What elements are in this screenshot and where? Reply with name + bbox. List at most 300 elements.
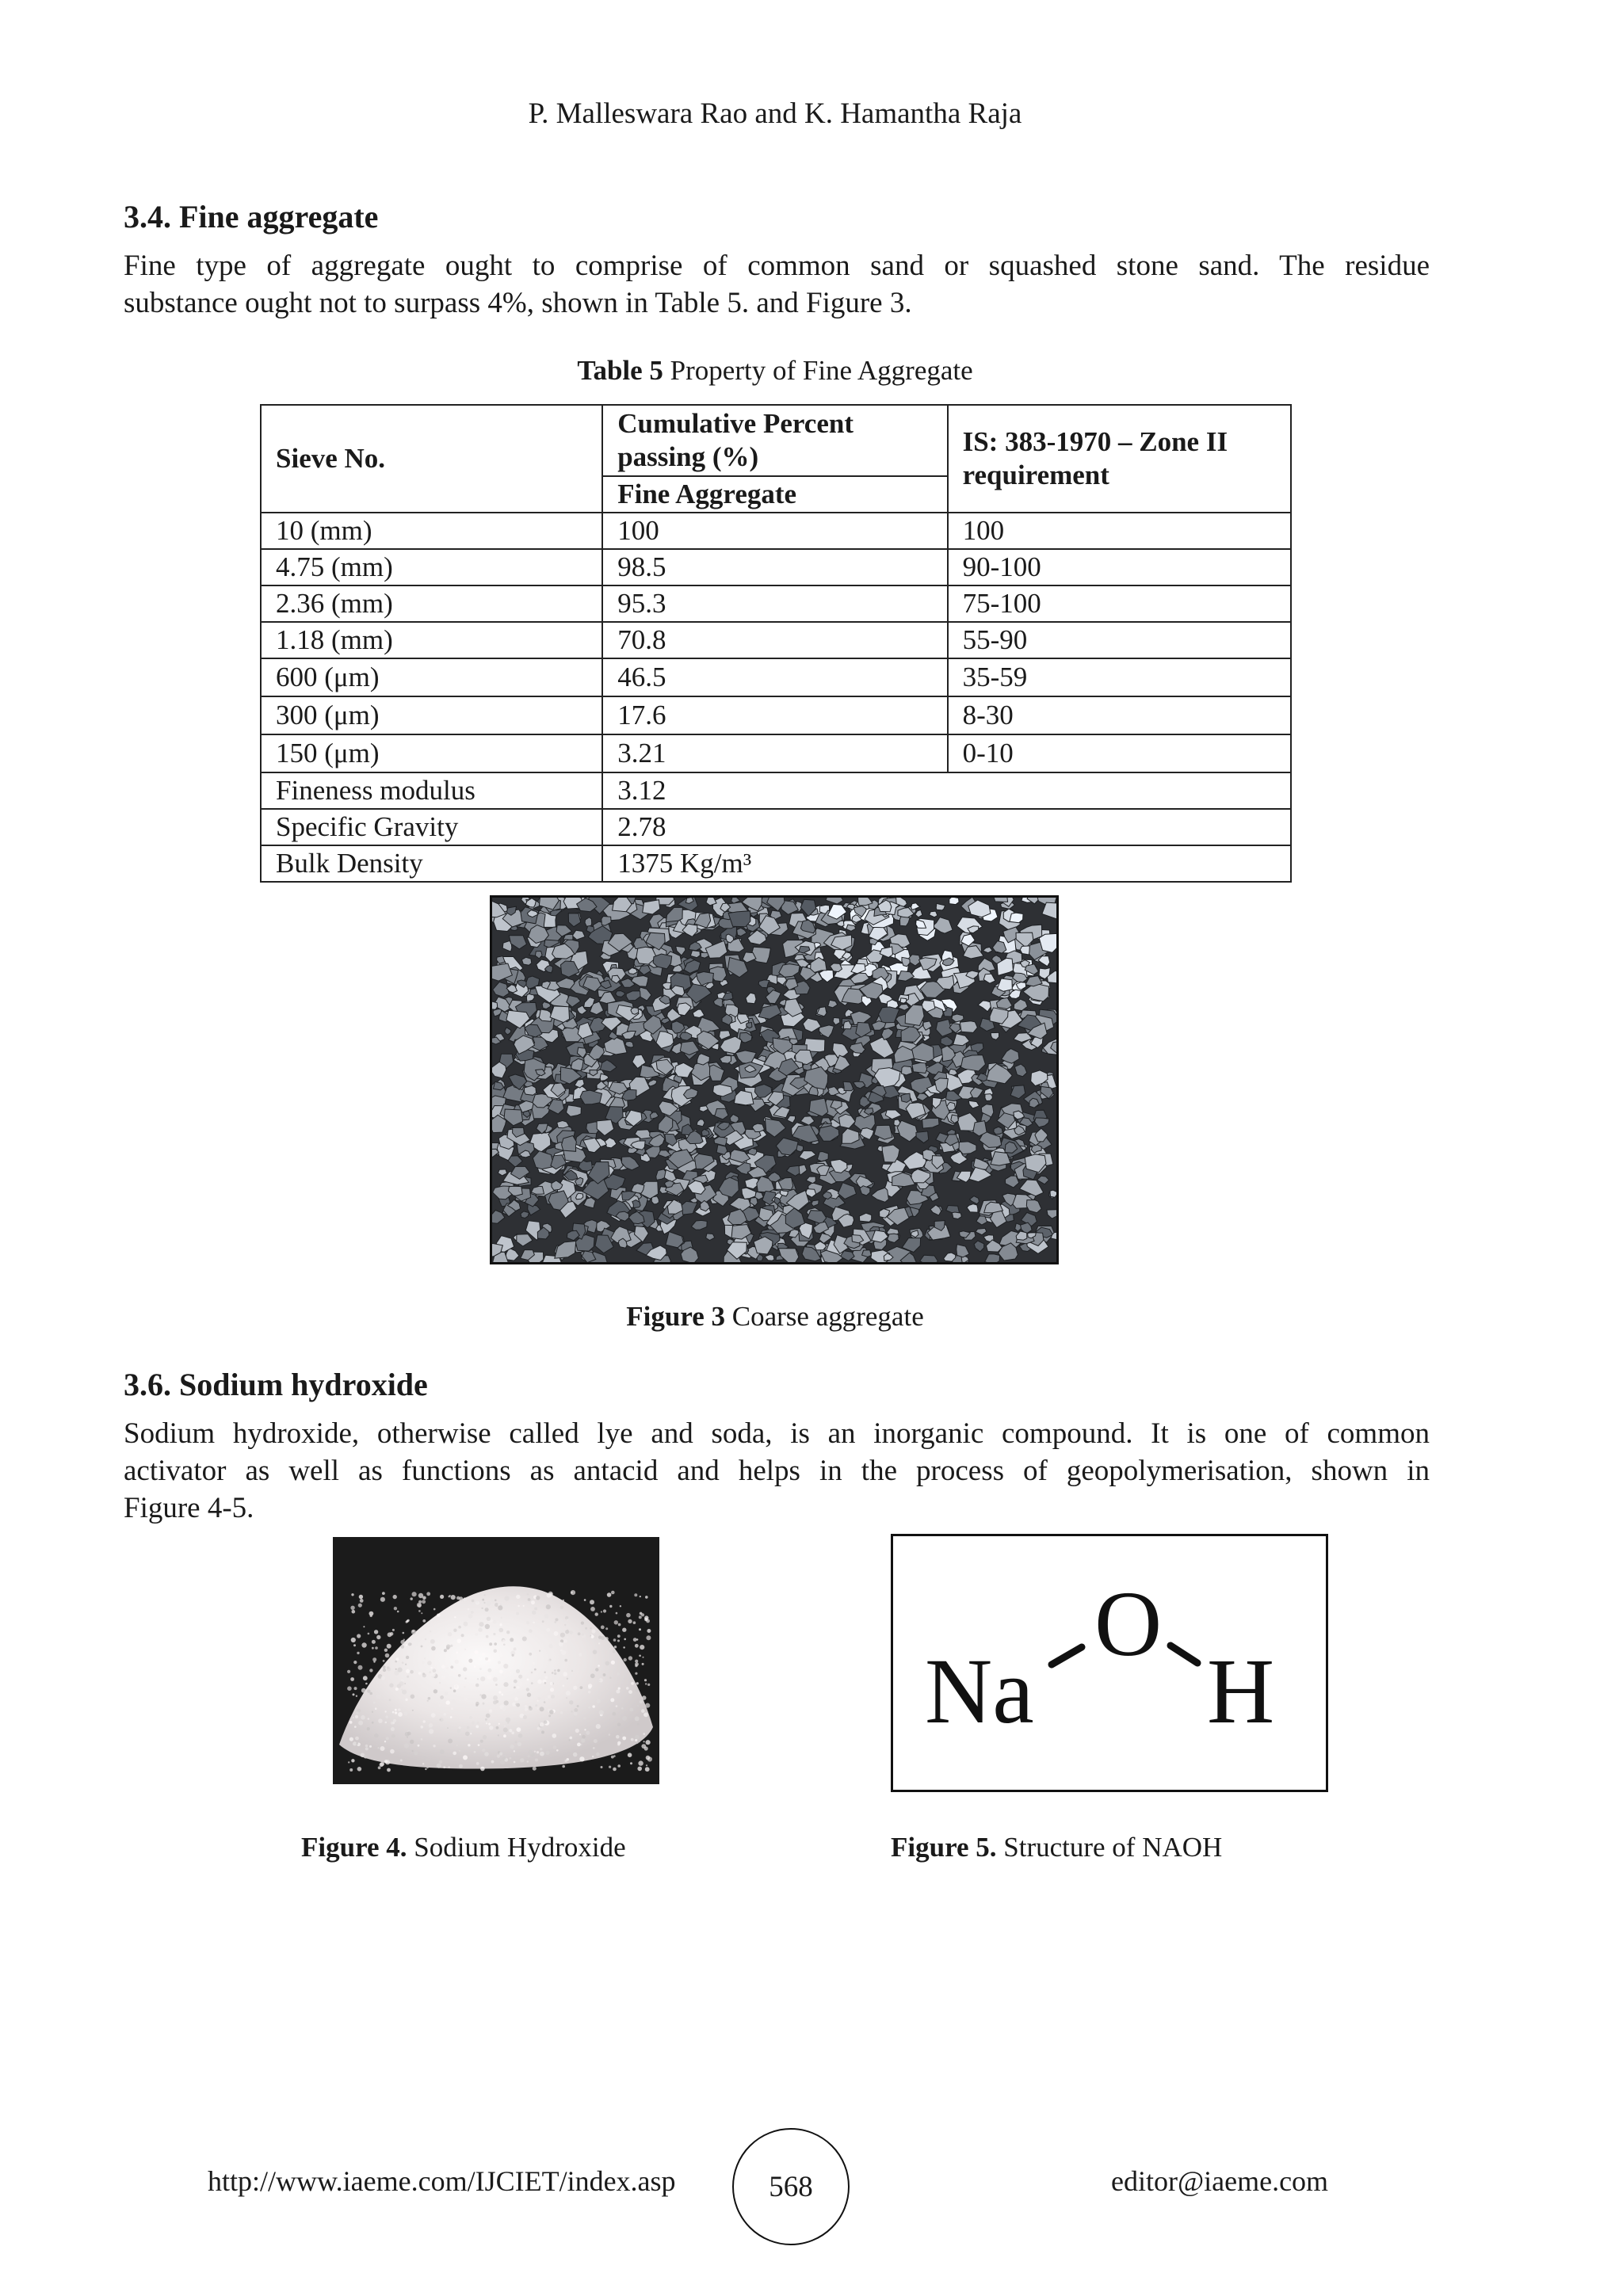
powder-grain: [487, 1617, 491, 1621]
powder-grain: [441, 1665, 445, 1669]
powder-grain: [446, 1700, 450, 1704]
powder-grain: [556, 1618, 559, 1621]
powder-grain: [433, 1689, 437, 1693]
powder-grain: [348, 1761, 349, 1763]
powder-grain: [431, 1672, 435, 1676]
powder-grain: [523, 1605, 525, 1607]
table-row: [261, 585, 1291, 622]
powder-grain: [622, 1628, 626, 1632]
powder-grain: [637, 1723, 640, 1726]
powder-grain: [636, 1682, 639, 1684]
powder-grain: [441, 1676, 445, 1680]
figure-3-label: Figure 3: [626, 1301, 726, 1332]
powder-grain: [424, 1657, 426, 1659]
powder-grain: [407, 1620, 409, 1623]
powder-grain: [391, 1760, 393, 1763]
powder-grain: [429, 1723, 433, 1727]
powder-grain: [433, 1745, 435, 1747]
powder-grain: [483, 1703, 485, 1705]
powder-grain: [544, 1614, 549, 1619]
powder-grain: [353, 1693, 355, 1695]
powder-grain: [582, 1735, 586, 1739]
powder-grain: [429, 1729, 433, 1733]
powder-grain: [393, 1719, 396, 1722]
powder-grain: [529, 1653, 532, 1656]
footer-email-link[interactable]: editor@iaeme.com: [1111, 2165, 1329, 2197]
powder-grain: [565, 1616, 568, 1619]
powder-grain: [522, 1637, 527, 1642]
powder-grain: [444, 1713, 447, 1716]
powder-grain: [585, 1627, 587, 1630]
powder-grain: [406, 1656, 409, 1659]
powder-grain: [514, 1687, 516, 1689]
powder-grain: [351, 1593, 353, 1596]
powder-grain: [385, 1722, 388, 1724]
powder-grain: [567, 1758, 569, 1760]
powder-grain: [395, 1669, 397, 1670]
powder-grain: [566, 1636, 568, 1638]
powder-grain: [636, 1688, 639, 1691]
powder-grain: [640, 1596, 641, 1597]
powder-grain: [532, 1611, 536, 1615]
powder-grain: [351, 1638, 356, 1642]
powder-grain: [624, 1638, 626, 1641]
powder-grain: [599, 1711, 604, 1715]
powder-grain: [501, 1617, 502, 1619]
powder-grain: [383, 1669, 386, 1672]
powder-grain: [427, 1661, 432, 1665]
powder-grain: [503, 1644, 506, 1646]
powder-grain: [536, 1596, 540, 1600]
powder-grain: [560, 1606, 564, 1610]
powder-grain: [635, 1644, 639, 1648]
powder-grain: [569, 1739, 571, 1741]
powder-grain: [414, 1751, 418, 1755]
powder-grain: [439, 1760, 442, 1764]
powder-grain: [349, 1737, 353, 1741]
powder-grain: [607, 1592, 612, 1597]
cell-passing: 3.21: [602, 734, 947, 772]
powder-grain: [433, 1669, 437, 1672]
powder-grain: [624, 1658, 627, 1661]
powder-grain: [560, 1711, 563, 1714]
powder-grain: [534, 1608, 537, 1611]
powder-grain: [536, 1646, 539, 1650]
powder-grain: [581, 1622, 584, 1625]
powder-grain: [357, 1767, 362, 1772]
powder-grain: [455, 1660, 459, 1664]
powder-grain: [386, 1737, 389, 1740]
paragraph-sodium-hydroxide: [124, 1415, 1430, 1527]
powder-grain: [381, 1676, 385, 1680]
powder-grain: [640, 1700, 643, 1703]
footer-journal-link[interactable]: http://www.iaeme.com/IJCIET/index.asp: [208, 2165, 676, 2197]
powder-grain: [613, 1638, 617, 1642]
powder-grain: [485, 1718, 487, 1721]
powder-grain: [588, 1684, 592, 1688]
powder-grain: [408, 1642, 411, 1646]
powder-grain: [368, 1633, 370, 1635]
powder-grain: [613, 1768, 617, 1772]
powder-grain: [626, 1613, 631, 1618]
table-row: [261, 549, 1291, 585]
powder-grain: [577, 1705, 579, 1707]
powder-grain: [401, 1689, 403, 1691]
powder-grain: [537, 1727, 540, 1730]
powder-grain: [526, 1688, 529, 1691]
powder-grain: [347, 1686, 352, 1691]
powder-grain: [537, 1697, 540, 1700]
powder-grain: [358, 1604, 362, 1608]
powder-grain: [485, 1624, 490, 1629]
powder-grain: [628, 1753, 632, 1757]
powder-grain: [400, 1760, 403, 1762]
powder-grain: [357, 1634, 361, 1638]
powder-grain: [550, 1682, 553, 1685]
powder-grain: [641, 1709, 645, 1713]
powder-grain: [635, 1739, 637, 1741]
powder-grain: [453, 1629, 456, 1632]
powder-grain: [502, 1639, 505, 1642]
gravel-stone: [716, 1145, 727, 1155]
powder-grain: [417, 1603, 422, 1608]
powder-grain: [422, 1619, 426, 1623]
cell-sieve: 4.75 (mm): [261, 549, 602, 585]
powder-grain: [453, 1690, 456, 1693]
powder-grain: [347, 1670, 350, 1673]
powder-grain: [448, 1739, 453, 1744]
powder-grain: [351, 1759, 354, 1762]
powder-grain: [465, 1732, 470, 1737]
powder-grain: [509, 1729, 512, 1732]
powder-grain: [617, 1672, 620, 1676]
powder-grain: [361, 1642, 366, 1647]
powder-grain: [459, 1726, 461, 1729]
powder-grain: [401, 1645, 405, 1649]
powder-grain: [496, 1726, 499, 1730]
powder-grain: [539, 1650, 540, 1652]
powder-grain: [405, 1699, 407, 1701]
powder-grain: [354, 1726, 357, 1728]
figure-5-text: Structure of NAOH: [996, 1832, 1223, 1863]
paragraph-line: substance ought not to surpass 4%, shown in Table 5. and Figure 3.: [124, 287, 912, 319]
powder-grain: [565, 1630, 569, 1634]
powder-grain: [504, 1700, 509, 1705]
table-row: [261, 513, 1291, 549]
powder-grain: [397, 1611, 399, 1613]
powder-grain: [422, 1661, 425, 1664]
powder-grain: [598, 1642, 600, 1644]
powder-grain: [451, 1595, 456, 1600]
powder-grain: [407, 1732, 411, 1736]
powder-grain: [392, 1711, 395, 1714]
powder-grain: [569, 1700, 573, 1704]
table-caption-label: Table 5: [577, 355, 663, 386]
powder-grain: [358, 1721, 363, 1726]
powder-grain: [546, 1628, 550, 1632]
powder-grain: [498, 1605, 502, 1610]
powder-grain: [551, 1695, 555, 1699]
powder-grain: [571, 1711, 573, 1713]
cell-requirement: 0-10: [948, 734, 1291, 772]
powder-grain: [461, 1634, 464, 1637]
powder-grain: [621, 1707, 624, 1710]
header-sieve-no: Sieve No.: [261, 405, 602, 513]
powder-grain: [487, 1669, 491, 1672]
cell-sieve: 2.36 (mm): [261, 585, 602, 622]
powder-grain: [483, 1594, 485, 1596]
powder-grain: [488, 1723, 491, 1726]
powder-grain: [512, 1654, 514, 1657]
powder-grain: [594, 1739, 598, 1743]
running-header-authors: P. Malleswara Rao and K. Hamantha Raja: [528, 97, 1022, 130]
powder-grain: [441, 1650, 443, 1652]
table-property-row: [261, 809, 1291, 845]
powder-grain: [375, 1646, 378, 1650]
powder-grain: [391, 1734, 395, 1738]
powder-grain: [578, 1632, 581, 1635]
cell-passing: 17.6: [602, 696, 947, 734]
powder-grain: [480, 1676, 485, 1681]
powder-grain: [605, 1637, 609, 1641]
naoh-structure-drawing: [893, 1536, 1326, 1790]
powder-grain: [349, 1721, 353, 1724]
powder-grain: [404, 1743, 409, 1748]
powder-grain: [369, 1745, 372, 1748]
cell-requirement: 35-59: [948, 658, 1291, 696]
powder-grain: [389, 1699, 391, 1701]
powder-grain: [421, 1726, 424, 1729]
powder-grain: [492, 1645, 496, 1649]
powder-grain: [367, 1727, 370, 1730]
powder-grain: [628, 1656, 632, 1660]
powder-grain: [579, 1733, 581, 1735]
powder-grain: [444, 1649, 447, 1652]
powder-grain: [363, 1676, 368, 1680]
powder-grain: [548, 1660, 551, 1662]
powder-grain: [644, 1618, 647, 1621]
powder-grain: [540, 1752, 544, 1756]
powder-grain: [645, 1703, 650, 1708]
atom-h: H: [1207, 1639, 1275, 1743]
powder-grain: [372, 1722, 374, 1724]
powder-grain: [493, 1633, 495, 1635]
powder-grain: [616, 1735, 620, 1739]
powder-grain: [527, 1693, 531, 1697]
powder-grain: [405, 1664, 407, 1665]
powder-grain: [438, 1704, 441, 1707]
powder-grain: [464, 1649, 466, 1650]
powder-grain: [541, 1730, 544, 1733]
powder-grain: [354, 1687, 357, 1690]
powder-grain: [554, 1669, 556, 1672]
powder-grain: [626, 1687, 629, 1690]
powder-grain: [611, 1591, 615, 1595]
powder-grain: [365, 1683, 368, 1685]
powder-grain: [516, 1595, 520, 1599]
powder-grain: [616, 1612, 618, 1615]
powder-grain: [613, 1755, 616, 1757]
powder-grain: [516, 1612, 519, 1615]
cell-requirement: 90-100: [948, 549, 1291, 585]
powder-grain: [498, 1661, 501, 1664]
gravel-stone: [525, 1085, 537, 1095]
cell-sieve: 1.18 (mm): [261, 622, 602, 658]
gravel-stone: [631, 1008, 639, 1015]
powder-grain: [603, 1673, 606, 1676]
powder-grain: [563, 1639, 567, 1643]
powder-grain: [617, 1634, 621, 1638]
powder-grain: [464, 1677, 467, 1680]
powder-grain: [493, 1620, 496, 1623]
powder-grain: [546, 1604, 551, 1609]
powder-grain: [453, 1752, 456, 1756]
powder-grain: [499, 1753, 502, 1756]
powder-grain: [353, 1661, 357, 1664]
powder-grain: [426, 1592, 430, 1596]
powder-grain: [609, 1676, 612, 1679]
gravel-stone: [616, 991, 625, 997]
powder-grain: [613, 1712, 617, 1716]
powder-grain: [407, 1737, 408, 1738]
powder-grain: [601, 1766, 603, 1768]
powder-grain: [389, 1713, 394, 1718]
powder-grain: [531, 1600, 535, 1604]
powder-grain: [533, 1622, 535, 1624]
cell-property-name: Bulk Density: [261, 845, 602, 882]
powder-grain: [422, 1672, 425, 1675]
powder-grain: [574, 1708, 578, 1712]
powder-grain: [372, 1657, 376, 1661]
cell-requirement: 75-100: [948, 585, 1291, 622]
gravel-stone: [862, 1250, 872, 1257]
powder-grain: [476, 1762, 479, 1765]
powder-grain: [464, 1686, 465, 1688]
gravel-stone: [900, 998, 907, 1003]
gravel-stone: [993, 898, 1008, 902]
powder-grain: [352, 1610, 356, 1614]
powder-grain: [480, 1740, 483, 1743]
powder-grain: [418, 1593, 423, 1598]
powder-grain: [495, 1600, 497, 1602]
table-row: [261, 734, 1291, 772]
powder-grain: [468, 1608, 470, 1611]
powder-grain: [596, 1753, 600, 1756]
powder-grain: [645, 1596, 648, 1599]
powder-grain: [606, 1688, 608, 1689]
powder-grain: [503, 1734, 506, 1737]
cell-sieve: 10 (mm): [261, 513, 602, 549]
coarse-aggregate-photo: [490, 895, 1059, 1264]
powder-grain: [570, 1737, 573, 1740]
paragraph-line: Fine type of aggregate ought to comprise of common sand or squashed stone sand. The residue: [124, 250, 1430, 282]
powder-grain: [592, 1756, 594, 1757]
powder-grain: [447, 1727, 449, 1729]
powder-grain: [372, 1640, 376, 1644]
powder-grain: [483, 1735, 487, 1740]
cell-sieve: 150 (μm): [261, 734, 602, 772]
powder-grain: [544, 1682, 547, 1684]
powder-grain: [601, 1626, 605, 1630]
powder-grain: [597, 1699, 601, 1703]
powder-grain: [550, 1688, 554, 1691]
table-caption-text: Property of Fine Aggregate: [663, 355, 973, 386]
powder-grain: [540, 1707, 544, 1711]
cell-property-value: 3.12: [602, 772, 1291, 809]
powder-grain: [581, 1738, 585, 1742]
powder-grain: [418, 1610, 421, 1612]
cell-property-value: 2.78: [602, 809, 1291, 845]
powder-grain: [350, 1606, 354, 1610]
powder-grain: [601, 1636, 605, 1640]
powder-grain: [638, 1760, 643, 1765]
powder-grain: [591, 1635, 594, 1638]
powder-grain: [350, 1677, 354, 1681]
powder-grain: [450, 1665, 453, 1669]
powder-grain: [635, 1660, 638, 1663]
powder-grain: [617, 1764, 621, 1768]
powder-grain: [552, 1672, 554, 1674]
powder-grain: [474, 1751, 476, 1753]
powder-grain: [375, 1707, 377, 1710]
powder-grain: [540, 1748, 542, 1750]
powder-grain: [393, 1595, 397, 1599]
powder-grain: [402, 1661, 404, 1664]
powder-grain: [387, 1768, 391, 1772]
powder-grain: [489, 1642, 492, 1646]
powder-grain: [374, 1733, 379, 1738]
powder-grain: [533, 1662, 535, 1665]
gravel-stone: [521, 957, 531, 965]
powder-grain: [571, 1670, 573, 1672]
powder-grain: [517, 1742, 521, 1746]
powder-grain: [584, 1599, 586, 1601]
section-heading-fine-aggregate: 3.4. Fine aggregate: [124, 199, 379, 235]
powder-grain: [469, 1716, 472, 1719]
powder-grain: [398, 1712, 403, 1717]
powder-grain: [356, 1695, 357, 1697]
powder-grain: [537, 1751, 539, 1753]
powder-grain: [367, 1689, 370, 1692]
powder-grain: [529, 1629, 533, 1633]
powder-grain: [549, 1592, 553, 1596]
powder-grain: [560, 1650, 563, 1652]
powder-grain: [554, 1672, 556, 1675]
paragraph-fine-aggregate: [124, 247, 1430, 322]
powder-grain: [365, 1747, 369, 1750]
powder-grain: [525, 1708, 528, 1711]
gravel-stone: [902, 1066, 913, 1075]
powder-grain: [374, 1630, 378, 1634]
powder-grain: [481, 1694, 486, 1699]
powder-grain: [450, 1687, 452, 1688]
powder-grain: [631, 1682, 634, 1685]
powder-grain: [514, 1647, 517, 1650]
powder-grain: [358, 1665, 363, 1670]
powder-grain: [636, 1638, 638, 1640]
powder-grain: [479, 1622, 483, 1627]
powder-grain: [544, 1701, 546, 1703]
powder-grain: [556, 1749, 559, 1752]
powder-grain: [483, 1602, 485, 1604]
powder-grain: [502, 1707, 506, 1711]
powder-grain: [482, 1599, 484, 1601]
powder-grain: [372, 1647, 374, 1650]
powder-grain: [500, 1760, 505, 1764]
powder-grain: [353, 1717, 354, 1718]
powder-grain: [583, 1717, 586, 1719]
powder-grain: [398, 1708, 400, 1711]
